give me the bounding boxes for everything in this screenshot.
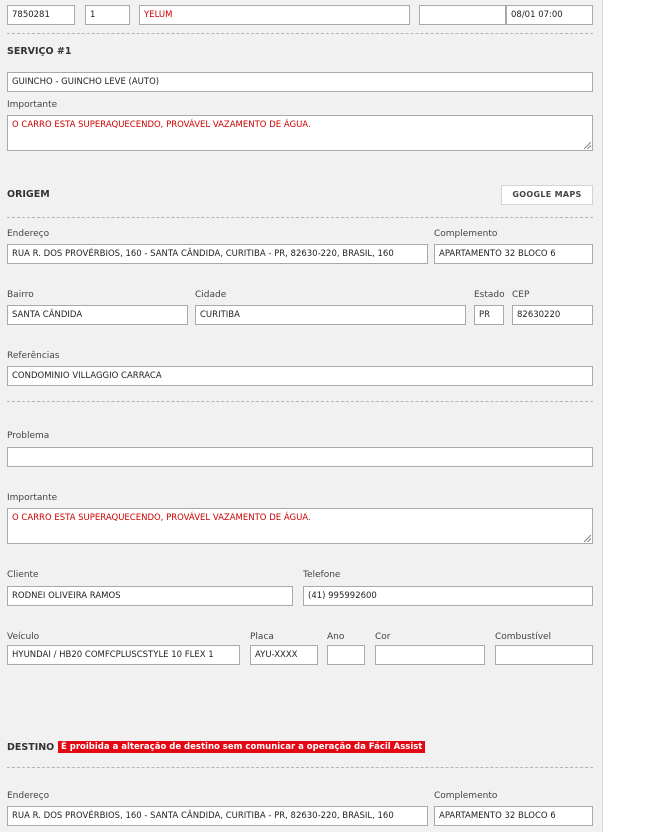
protocol-field[interactable]: 7850281 xyxy=(7,5,75,25)
problem-important-text: O CARRO ESTA SUPERAQUECENDO, PROVÁVEL VAZAMENTO DE ÁGUA. xyxy=(12,513,311,523)
year-label: Ano xyxy=(327,632,345,642)
client-field[interactable]: RODNEI OLIVEIRA RAMOS xyxy=(7,586,293,606)
top-empty-field[interactable] xyxy=(419,5,506,25)
destination-complement-field[interactable]: APARTAMENTO 32 BLOCO 6 xyxy=(434,806,593,826)
service-important-label: Importante xyxy=(7,100,58,110)
origin-address-label: Endereço xyxy=(7,229,50,239)
problem-important-textarea[interactable] xyxy=(7,508,593,544)
neighborhood-label: Bairro xyxy=(7,290,34,300)
destination-section-title: DESTINO xyxy=(7,742,55,753)
year-field[interactable] xyxy=(327,645,365,665)
origin-address-field[interactable]: RUA R. DOS PROVÉRBIOS, 160 - SANTA CÂNDIDA, CURITIBA - PR, 82630-220, BRASIL, 160 xyxy=(7,244,428,264)
origin-complement-field[interactable]: APARTAMENTO 32 BLOCO 6 xyxy=(434,244,593,264)
service-type-field[interactable]: GUINCHO - GUINCHO LEVE (AUTO) xyxy=(7,72,593,92)
phone-label: Telefone xyxy=(303,570,341,580)
problem-label: Problema xyxy=(7,431,50,441)
origin-section-title: ORIGEM xyxy=(7,189,50,200)
references-field[interactable]: CONDOMINIO VILLAGGIO CARRACA xyxy=(7,366,593,386)
city-field[interactable]: CURITIBA xyxy=(195,305,466,325)
divider xyxy=(7,401,593,402)
problem-field[interactable] xyxy=(7,447,593,467)
destination-address-field[interactable]: RUA R. DOS PROVÉRBIOS, 160 - SANTA CÂNDIDA, CURITIBA - PR, 82630-220, BRASIL, 160 xyxy=(7,806,428,826)
destination-warning-badge: É proibida a alteração de destino sem comunicar a operação da Fácil Assist xyxy=(58,741,425,753)
resize-grip-icon[interactable] xyxy=(584,535,591,542)
resize-grip-icon[interactable] xyxy=(584,142,591,149)
divider xyxy=(7,217,593,218)
plate-field[interactable]: AYU-XXXX xyxy=(250,645,318,665)
phone-field[interactable]: (41) 995992600 xyxy=(303,586,593,606)
divider xyxy=(7,33,593,34)
insurer-field[interactable]: YELUM xyxy=(139,5,410,25)
state-label: Estado xyxy=(474,290,505,300)
service-count-field[interactable]: 1 xyxy=(85,5,130,25)
zipcode-field[interactable]: 82630220 xyxy=(512,305,593,325)
service-important-textarea[interactable] xyxy=(7,115,593,151)
fuel-field[interactable] xyxy=(495,645,593,665)
vehicle-field[interactable]: HYUNDAI / HB20 COMFCPLUSCSTYLE 10 FLEX 1 xyxy=(7,645,240,665)
google-maps-button[interactable]: GOOGLE MAPS xyxy=(501,185,593,205)
divider xyxy=(7,767,593,768)
color-field[interactable] xyxy=(375,645,485,665)
city-label: Cidade xyxy=(195,290,227,300)
service-important-text: O CARRO ESTA SUPERAQUECENDO, PROVÁVEL VAZAMENTO DE ÁGUA. xyxy=(12,120,311,130)
state-field[interactable]: PR xyxy=(474,305,504,325)
problem-important-label: Importante xyxy=(7,493,58,503)
destination-complement-label: Complemento xyxy=(434,791,498,801)
zipcode-label: CEP xyxy=(512,290,530,300)
plate-label: Placa xyxy=(250,632,274,642)
neighborhood-field[interactable]: SANTA CÂNDIDA xyxy=(7,305,188,325)
client-label: Cliente xyxy=(7,570,39,580)
service-section-title: SERVIÇO #1 xyxy=(7,46,72,57)
color-label: Cor xyxy=(375,632,391,642)
origin-complement-label: Complemento xyxy=(434,229,498,239)
vehicle-label: Veículo xyxy=(7,632,40,642)
fuel-label: Combustível xyxy=(495,632,552,642)
datetime-field[interactable]: 08/01 07:00 xyxy=(506,5,593,25)
destination-address-label: Endereço xyxy=(7,791,50,801)
references-label: Referências xyxy=(7,351,60,361)
